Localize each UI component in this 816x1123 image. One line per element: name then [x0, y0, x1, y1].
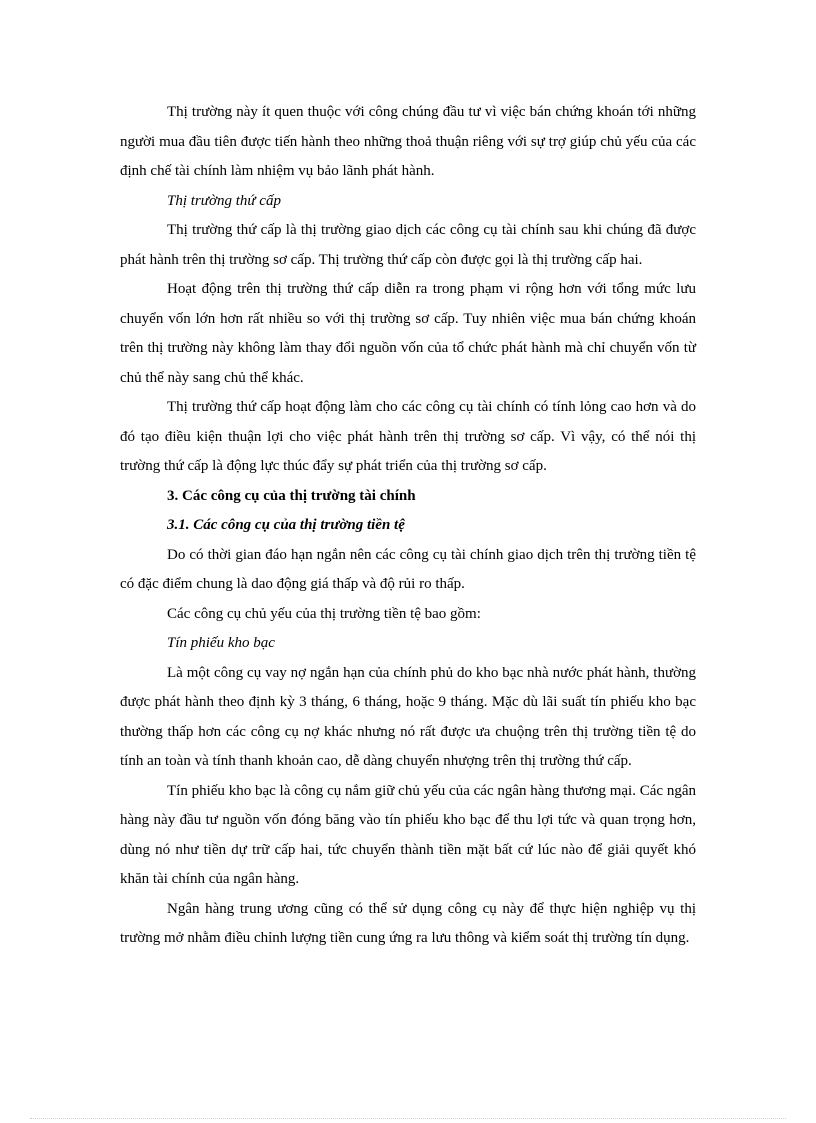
paragraph: Thị trường này ít quen thuộc với công chúng đầu tư vì việc bán chứng khoán tới những người mua đầu tiên được tiến hành theo những thoả thuận riêng với sự trợ giúp chủ yếu của các định chế tài chính làm nhiệm vụ bảo lãnh phát hành. [120, 104, 696, 179]
paragraph: Các công cụ chủ yếu của thị trường tiền tệ bao gồm: [167, 605, 481, 622]
section-heading-3-1: 3.1. Các công cụ của thị trường tiền tệ [167, 517, 405, 533]
document-page [120, 98, 696, 954]
page-bottom-divider [30, 1118, 786, 1119]
paragraph: Thị trường thứ cấp là thị trường giao dịch các công cụ tài chính sau khi chúng đã được phát hành trên thị trường sơ cấp. Thị trường thứ cấp còn được gọi là thị trường cấp hai. [120, 222, 696, 268]
paragraph: Hoạt động trên thị trường thứ cấp diễn ra trong phạm vi rộng hơn với tổng mức lưu chuyển vốn lớn hơn rất nhiều so với thị trường sơ cấp. Tuy nhiên việc mua bán chứng khoán trên thị trường này không làm thay đổi nguồn vốn của tổ chức phát hành mà chỉ chuyển vốn từ chủ thể này sang chủ thể khác. [120, 281, 696, 386]
paragraph: Ngân hàng trung ương cũng có thể sử dụng công cụ này để thực hiện nghiệp vụ thị trường mở nhằm điều chỉnh lượng tiền cung ứng ra lưu thông và kiểm soát thị trường tín dụng. [120, 900, 696, 946]
paragraph: Tín phiếu kho bạc là công cụ nắm giữ chủ yếu của các ngân hàng thương mại. Các ngân hàng này đầu tư nguồn vốn đóng băng vào tín phiếu kho bạc để thu lợi tức và quan trọng hơn, dùng nó như tiền dự trữ cấp hai, tức chuyển thành tiền mặt bất cứ lúc nào để giải quyết khó khăn tài chính của ngân hàng. [120, 782, 696, 887]
section-heading-treasury-bills: Tín phiếu kho bạc [167, 635, 275, 651]
paragraph: Do có thời gian đáo hạn ngắn nên các công cụ tài chính giao dịch trên thị trường tiền tệ có đặc điểm chung là dao động giá thấp và độ rủi ro thấp. [120, 546, 696, 592]
section-heading-secondary-market: Thị trường thứ cấp [167, 192, 281, 209]
paragraph: Là một công cụ vay nợ ngắn hạn của chính phủ do kho bạc nhà nước phát hành, thường được phát hành theo định kỳ 3 tháng, 6 tháng, hoặc 9 tháng. Mặc dù lãi suất tín phiếu kho bạc thường thấp hơn các công cụ nợ khác nhưng nó rất được ưa chuộng trên thị trường tiền tệ do tính an toàn và tính thanh khoản cao, dễ dàng chuyển nhượng trên thị trường thứ cấp. [120, 664, 696, 769]
paragraph: Thị trường thứ cấp hoạt động làm cho các công cụ tài chính có tính lỏng cao hơn và do đó tạo điều kiện thuận lợi cho việc phát hành trên thị trường sơ cấp. Vì vậy, có thể nói thị trường thứ cấp là động lực thúc đẩy sự phát triển của thị trường sơ cấp. [120, 399, 696, 474]
section-heading-3: 3. Các công cụ của thị trường tài chính [167, 487, 416, 504]
